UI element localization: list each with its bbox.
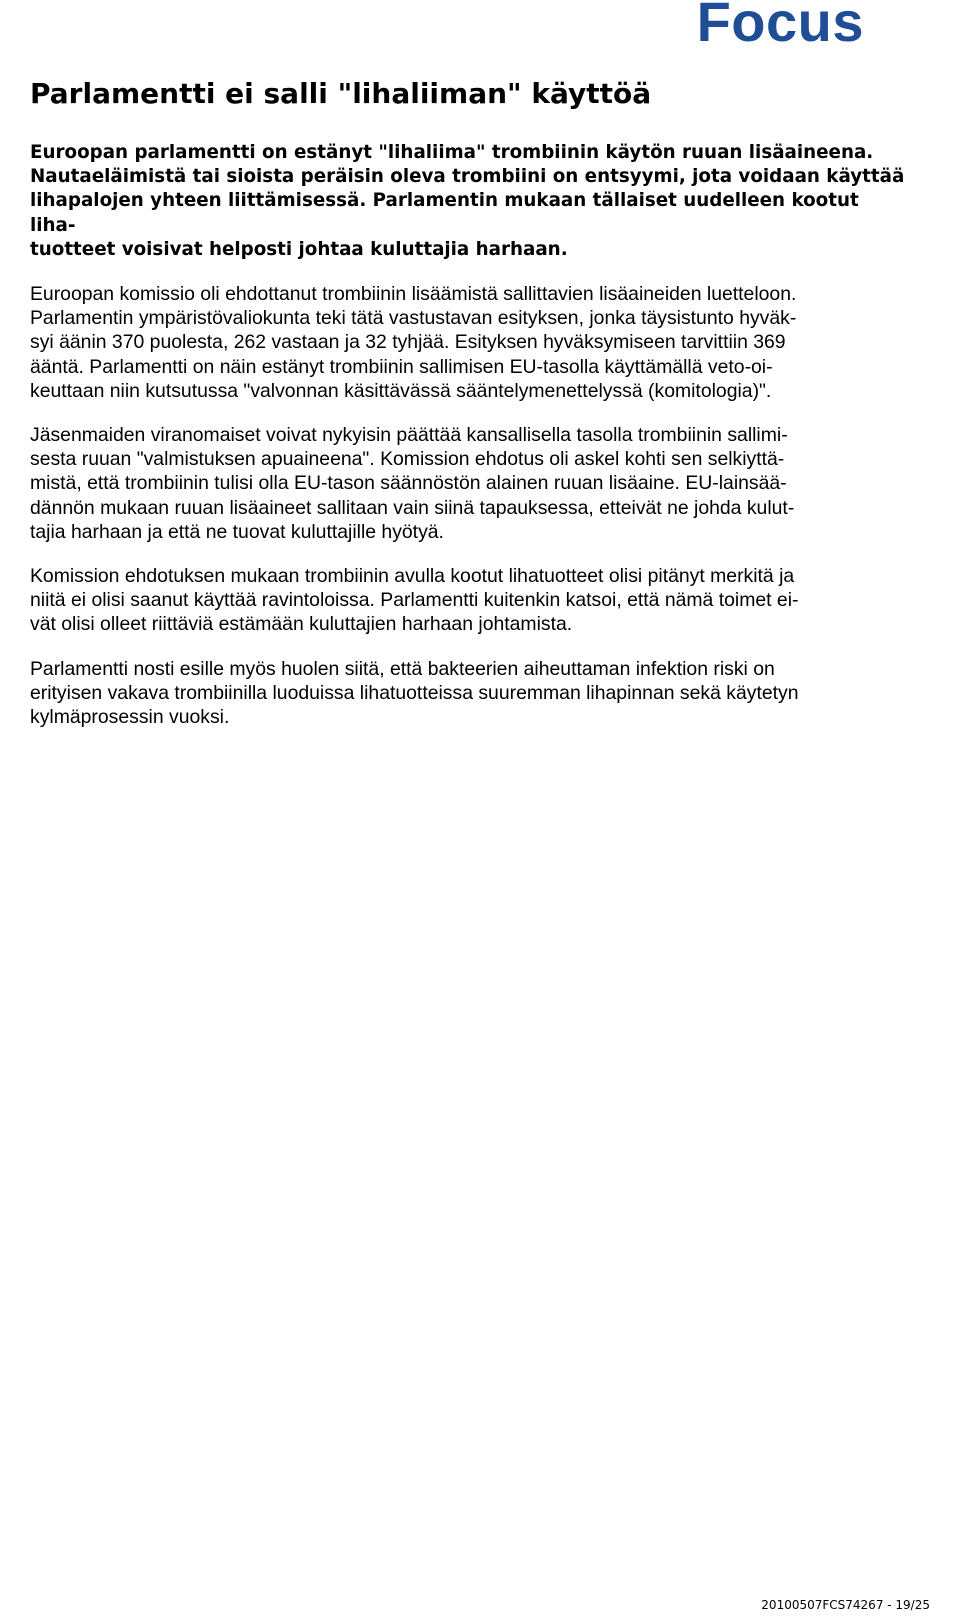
text-line: syi äänin 370 puolesta, 262 vastaan ja 32 tyhjää. Esityksen hyväksymiseen tarvittiin 369: [30, 331, 786, 354]
text-line: Parlamentin ympäristövaliokunta teki tätä vastustavan esityksen, jonka täysistunto hyväk-: [30, 307, 797, 330]
text-line: erityisen vakava trombiinilla luoduissa lihatuotteissa suuremman lihapinnan sekä käytetyn: [30, 681, 799, 704]
text-line: Komission ehdotuksen mukaan trombiinin avulla kootut lihatuotteet olisi pitänyt merkitä ja: [30, 565, 795, 588]
body-paragraph: [30, 657, 910, 730]
text-line: mistä, että trombiinin tulisi olla EU-tason säännöstön alainen ruuan lisäaine. EU-lainsää-: [30, 472, 787, 495]
text-line: sesta ruuan "valmistuksen apuaineena". Komission ehdotus oli askel kohti sen selkiyttä-: [30, 448, 785, 471]
text-line: Euroopan komissio oli ehdottanut trombiinin lisäämistä sallittavien lisäaineiden luetteloon.: [30, 283, 797, 306]
body-paragraph: [30, 564, 910, 637]
text-line: kylmäprosessin vuoksi.: [30, 706, 230, 729]
page-footer-reference: 20100507FCS74267 - 19/25: [761, 1598, 930, 1612]
text-line: tuotteet voisivat helposti johtaa kuluttajia harhaan.: [30, 238, 568, 260]
text-line: niitä ei olisi saanut käyttää ravintoloissa. Parlamentti kuitenkin katsoi, että nämä toimet ei-: [30, 589, 799, 612]
text-line: tajia harhaan ja että ne tuovat kuluttajille hyötyä.: [30, 520, 444, 543]
text-line: keuttaan niin kutsutussa "valvonnan käsittävässä sääntelymenettelyssä (komitologia)".: [30, 379, 772, 402]
brand-logo: Focus: [696, 0, 864, 53]
article-body: [30, 141, 910, 749]
lead-paragraph: [30, 141, 910, 262]
body-paragraph: [30, 423, 910, 544]
text-line: Jäsenmaiden viranomaiset voivat nykyisin päättää kansallisella tasolla trombiinin sallimi-: [30, 424, 788, 447]
body-paragraph: [30, 282, 910, 403]
text-line: ääntä. Parlamentti on näin estänyt trombiinin sallimisen EU-tasolla käyttämällä veto-oi-: [30, 355, 773, 378]
text-line: dännön mukaan ruuan lisäaineet sallitaan vain siinä tapauksessa, etteivät ne johda kulut-: [30, 496, 795, 519]
text-line: Euroopan parlamentti on estänyt "lihaliima" trombiinin käytön ruuan lisäaineena.: [30, 142, 874, 163]
text-line: vät olisi olleet riittäviä estämään kuluttajien harhaan johtamista.: [30, 613, 573, 636]
text-line: Parlamentti nosti esille myös huolen siitä, että bakteerien aiheuttaman infektion riski on: [30, 657, 775, 680]
text-line: Nautaeläimistä tai sioista peräisin oleva trombiini on entsyymi, jota voidaan käyttää: [30, 166, 905, 188]
page-title: Parlamentti ei salli "lihaliiman" käyttöä: [30, 77, 652, 110]
footer-divider: [30, 1593, 930, 1594]
text-line: lihapalojen yhteen liittämisessä. Parlamentin mukaan tällaiset uudelleen kootut liha-: [30, 190, 859, 236]
